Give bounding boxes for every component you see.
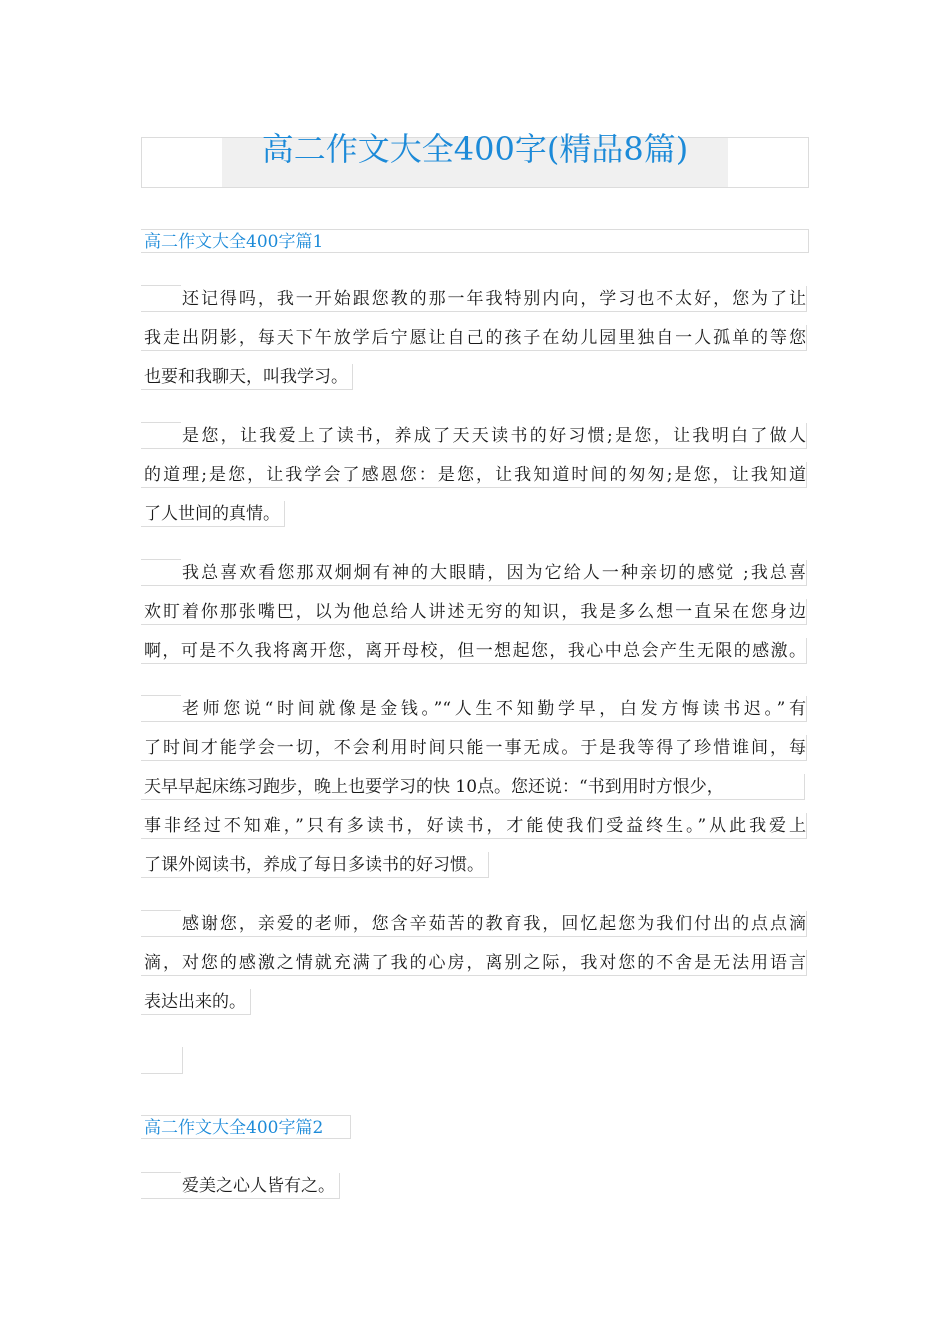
text-line: 滴，对您的感激之情就充满了我的心房，离别之际，我对您的不舍是无法用语言 — [141, 950, 807, 976]
text-line: 了人世间的真情。 — [141, 501, 285, 527]
text-line: 也要和我聊天，叫我学习。 — [141, 364, 353, 390]
text-line: 欢盯着你那张嘴巴，以为他总给人讲述无穷的知识，我是多么想一直呆在您身边 — [141, 599, 807, 625]
text-line: 事非经过不知难，”只有多读书，好读书，才能使我们受益终生。”从此我爱上 — [141, 813, 807, 839]
paragraph — [141, 560, 809, 677]
text-line: 了课外阅读书，养成了每日多读书的好习惯。 — [141, 852, 489, 878]
text-line: 表达出来的。 — [141, 989, 251, 1015]
text-line: 爱美之心人皆有之。 — [141, 1173, 340, 1199]
section-heading-1: 高二作文大全400字篇1 — [141, 229, 809, 253]
paragraph — [141, 286, 809, 403]
paragraph — [141, 696, 809, 891]
section-heading-2: 高二作文大全400字篇2 — [141, 1115, 351, 1139]
paragraph — [141, 911, 809, 1028]
paragraph — [141, 423, 809, 540]
text-line: 我走出阴影，每天下午放学后宁愿让自己的孩子在幼儿园里独自一人孤单的等您 — [141, 325, 807, 351]
text-line: 啊，可是不久我将离开您，离开母校，但一想起您，我心中总会产生无限的感激。 — [141, 638, 807, 664]
text-line: 感谢您，亲爱的老师，您含辛茹苦的教育我，回忆起您为我们付出的点点滴 — [141, 911, 807, 937]
text-line: 还记得吗，我一开始跟您教的那一年我特别内向，学习也不太好，您为了让 — [141, 286, 807, 312]
empty-paragraph-frame — [141, 1047, 183, 1074]
text-line: 的道理;是您，让我学会了感恩您：是您，让我知道时间的匆匆;是您，让我知道 — [141, 462, 807, 488]
text-line: 是您，让我爱上了读书，养成了天天读书的好习惯;是您，让我明白了做人 — [141, 423, 807, 449]
document-title: 高二作文大全400字(精品8篇) — [261, 130, 689, 168]
text-line: 老师您说“时间就像是金钱。”“人生不知勤学早，白发方悔读书迟。”有 — [141, 696, 807, 722]
text-line: 我总喜欢看您那双炯炯有神的大眼睛，因为它给人一种亲切的感觉 ;我总喜 — [141, 560, 807, 586]
paragraph — [141, 1173, 809, 1212]
text-line: 天早早起床练习跑步，晚上也要学习的快 10点。您还说：“书到用时方恨少， — [141, 774, 805, 800]
text-line: 了时间才能学会一切，不会利用时间只能一事无成。于是我等得了珍惜谁间，每 — [141, 735, 807, 761]
